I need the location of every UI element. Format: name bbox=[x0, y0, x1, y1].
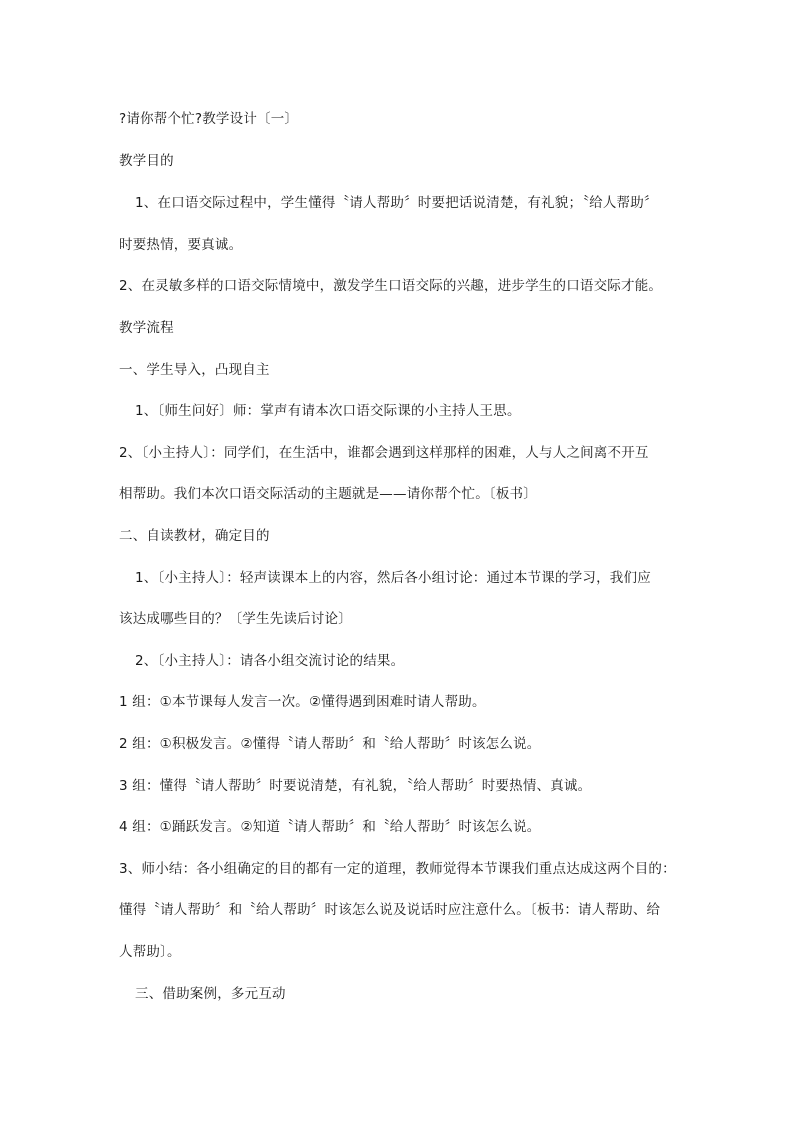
goal-1-line-1: 1、在口语交际过程中，学生懂得〝请人帮助〞时要把话说清楚，有礼貌；〝给人帮助〞 bbox=[135, 195, 658, 211]
group-3-result: 3 组：懂得〝请人帮助〞时要说清楚，有礼貌，〝给人帮助〞时要热情、真诚。 bbox=[119, 778, 592, 794]
group-4-result: 4 组：①踊跃发言。②知道〝请人帮助〞和〝给人帮助〞时该怎么说。 bbox=[119, 819, 541, 835]
goal-1-line-2: 时要热情，要真诚。 bbox=[119, 237, 243, 253]
part-2-item-3-line-3: 人帮助〕。 bbox=[119, 944, 181, 960]
part-3-heading: 三、借助案例，多元互动 bbox=[135, 986, 286, 1002]
part-2-item-3-line-2: 懂得〝请人帮助〞和〝给人帮助〞时该怎么说及说话时应注意什么。〔板书：请人帮助、给 bbox=[119, 902, 661, 918]
part-1-heading: 一、学生导入，凸现自主 bbox=[119, 362, 270, 378]
part-2-item-1-line-1: 1、〔小主持人〕：轻声读课本上的内容，然后各小组讨论：通过本节课的学习，我们应 bbox=[135, 570, 651, 586]
section-heading-process: 教学流程 bbox=[119, 320, 174, 336]
part-1-item-2-line-1: 2、〔小主持人〕：同学们，在生活中，谁都会遇到这样那样的困难，人与人之间离不开互 bbox=[119, 445, 649, 461]
document-title: ?请你帮个忙?教学设计〔一〕 bbox=[119, 111, 299, 127]
part-1-item-2-line-2: 相帮助。我们本次口语交际活动的主题就是——请你帮个忙。〔板书〕 bbox=[119, 486, 537, 502]
part-1-item-1: 1、〔师生问好〕师：掌声有请本次口语交际课的小主持人王思。 bbox=[135, 403, 521, 419]
part-2-item-1-line-2: 该达成哪些目的？〔学生先读后讨论〕 bbox=[119, 611, 352, 627]
part-2-item-3-line-1: 3、师小结：各小组确定的目的都有一定的道理，教师觉得本节课我们重点达成这两个目的： bbox=[119, 861, 676, 877]
group-1-result: 1 组：①本节课每人发言一次。②懂得遇到困难时请人帮助。 bbox=[119, 694, 486, 710]
section-heading-goals: 教学目的 bbox=[119, 153, 174, 169]
part-2-heading: 二、自读教材，确定目的 bbox=[119, 528, 270, 544]
group-2-result: 2 组：①积极发言。②懂得〝请人帮助〞和〝给人帮助〞时该怎么说。 bbox=[119, 736, 541, 752]
goal-2: 2、在灵敏多样的口语交际情境中，激发学生口语交际的兴趣，进步学生的口语交际才能。 bbox=[119, 278, 663, 294]
part-2-item-2: 2、〔小主持人〕：请各小组交流讨论的结果。 bbox=[135, 653, 405, 669]
